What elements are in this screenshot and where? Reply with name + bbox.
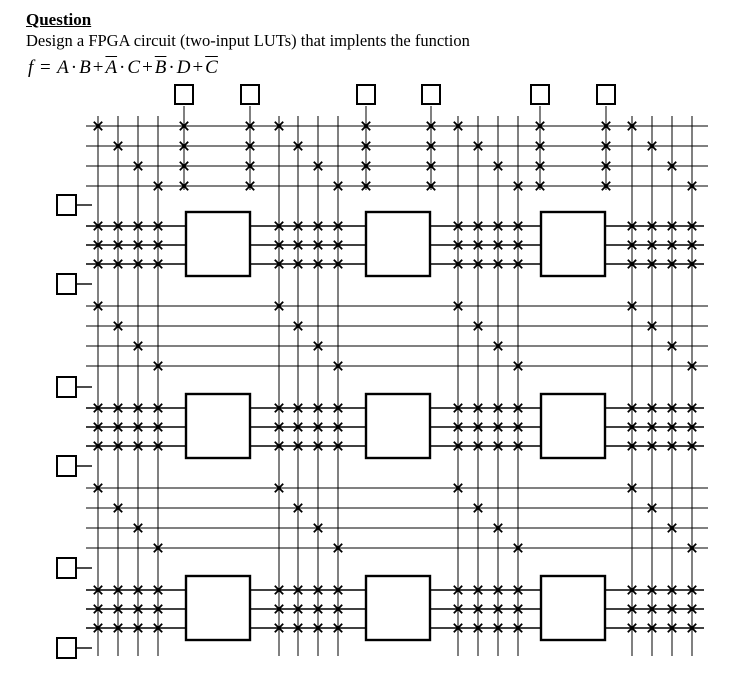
term2-var-a-not: $\overline{A}$	[105, 57, 118, 78]
clb-block	[366, 394, 430, 458]
left-io-pad	[57, 456, 76, 476]
plus-1: +	[92, 57, 104, 78]
switch-points	[94, 122, 696, 632]
term3-var-d: D	[176, 57, 191, 78]
io-pads	[57, 85, 615, 658]
left-io-pad	[57, 638, 76, 658]
formula-equals: =	[40, 57, 51, 78]
term1-var-a: A	[57, 57, 69, 78]
clb-block	[186, 212, 250, 276]
top-io-pad	[241, 85, 259, 104]
term3-and: ·	[168, 57, 175, 78]
logic-blocks	[186, 212, 605, 640]
clb-block	[366, 212, 430, 276]
question-title: Question	[26, 10, 92, 29]
top-io-pad	[175, 85, 193, 104]
clb-block	[541, 576, 605, 640]
clb-block	[541, 394, 605, 458]
term3-var-b-not: $\overline{B}$	[154, 57, 167, 78]
question-text: Design a FPGA circuit (two-input LUTs) that implents the function	[26, 31, 470, 50]
term2-and: ·	[119, 57, 126, 78]
formula-lhs: f	[28, 57, 34, 78]
plus-2: +	[142, 57, 153, 78]
term1-and: ·	[70, 57, 78, 78]
routing-wires	[86, 106, 708, 656]
top-io-pad	[357, 85, 375, 104]
left-io-pad	[57, 377, 76, 397]
top-io-pad	[422, 85, 440, 104]
term1-var-b: B	[79, 57, 91, 78]
top-io-pad	[531, 85, 549, 104]
left-io-pad	[57, 195, 76, 215]
left-io-pad	[57, 558, 76, 578]
term4-var-c-not: $\overline{C}$	[205, 57, 218, 78]
clb-block	[366, 576, 430, 640]
clb-block	[541, 212, 605, 276]
top-io-pad	[597, 85, 615, 104]
clb-block	[186, 576, 250, 640]
left-io-pad	[57, 274, 76, 294]
plus-3: +	[192, 57, 204, 78]
term2-var-c: C	[127, 57, 141, 78]
clb-block	[186, 394, 250, 458]
